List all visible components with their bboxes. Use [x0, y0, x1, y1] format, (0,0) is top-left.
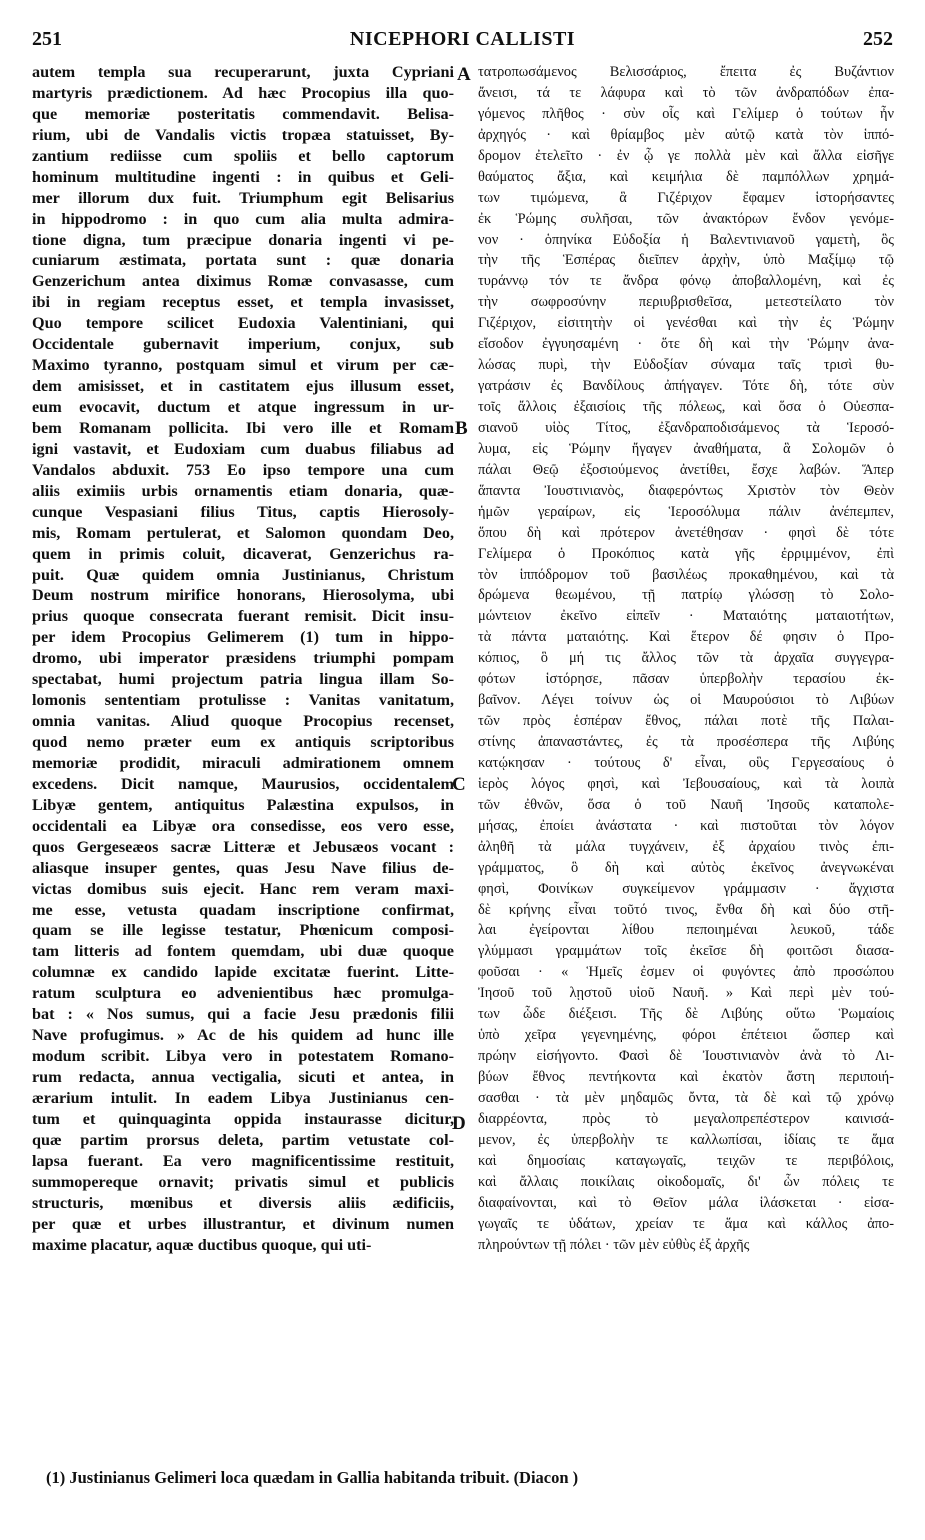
- greek-text-line: μενον, ἐς ὑπερβολὴν τε καλλωπίσαι, ἰδίαις τε ἅμα: [478, 1131, 894, 1148]
- latin-text-line: spectabat, humi projectum patria lingua illam So-: [32, 670, 454, 689]
- latin-text-line: Occidentale gubernavit imperium, conjux, sub: [32, 335, 454, 354]
- latin-text-line: quæ partim prorsus deleta, partim vetustate col-: [32, 1130, 454, 1149]
- greek-text-line: κόπιος, ὃ μή τις ἄλλος τῶν τὰ ἀρχαῖα συγγεγρα-: [478, 650, 894, 667]
- latin-text-line: Vandalos abduxit. 753 Eo ipso tempore una cum: [32, 460, 454, 479]
- greek-text-line: τατροπωσάμενος Βελισσάριος, ἔπειτα ἐς Βυζάντιον: [478, 64, 894, 80]
- latin-text-line: ibi in regiam receptus esset, et templa invasisset,: [32, 293, 454, 312]
- greek-text-line: βύων ἔθνος πεντήκοντα καὶ ἑκατὸν ἄστη περιποιή-: [478, 1069, 894, 1085]
- greek-text-line: νον · ὁπηνίκα Εὐδοξία ἡ Βαλεντινιανοῦ γαμετὴ, ὃς: [478, 231, 894, 248]
- latin-text-line: me esse, vetusta quadam inscriptione confirmat,: [32, 900, 454, 919]
- latin-text-line: aliasque insuper gentes, quas Jesu Nave filius de-: [32, 858, 454, 877]
- greek-text-line: δὲ κρήνης εἶναι τοῦτό τινος, ἔνθα δὴ καὶ δύο στῆ-: [478, 901, 894, 918]
- greek-text-line: ὑπὸ χεῖρα γεγενημένης, φόροι ἐπέτειοι ὥσπερ καὶ: [478, 1027, 894, 1044]
- greek-text-line: ὅπου δὴ καὶ πρότερον ἀνετέθησαν · φησὶ δὲ τότε: [478, 524, 894, 541]
- latin-text-line: cuniarum æstimata, portata sunt : quæ donaria: [32, 251, 454, 270]
- latin-text-line: quem in primis coluit, dicaverat, Genzerichus ra-: [32, 544, 454, 563]
- latin-text-line: lomonis sententiam protulisse : Vanitas vanitatum,: [32, 691, 454, 710]
- latin-text-line: occidentali ea Libyæ ora consedisse, eos vero esse,: [32, 816, 454, 835]
- greek-text-line: τῶν ἐθνῶν, ὅσα ὁ τοῦ Ναυῆ Ἰησοῦς καταπολε-: [478, 796, 894, 813]
- greek-text-line: λώσας πυρὶ, τὴν Εὐδοξίαν σύναμα ταῖς τρισὶ θυ-: [478, 357, 894, 374]
- latin-text-line: per quæ et urbes illustrantur, et divinum numen: [32, 1214, 454, 1233]
- greek-text-line: φοῦσαι · « Ἡμεῖς ἐσμεν οἱ φυγόντες ἀπὸ προσώπου: [478, 964, 894, 981]
- greek-text-line: κατῴκησαν · τούτους δ' εἶναι, οὓς Γεργεσαίους ὁ: [478, 754, 894, 771]
- latin-text-line: in hippodromo : in quo cum alia multa admira-: [32, 209, 454, 228]
- greek-text-line: τοῖς ἄλλοις ἐξαισίοις τῆς πόλεως, καὶ ὅσα ὁ Οὐεσπα-: [478, 399, 894, 415]
- greek-text-line: διαρρέοντα, πρὸς τὸ μεγαλοπρεπέστερον καινισά-: [478, 1110, 894, 1127]
- greek-text-line: βαῖνον. Λέγει τοίνυν ὡς οἱ Μαυρούσιοι τὸ Λιβύων: [478, 692, 894, 709]
- latin-text-line: eum evocavit, ductum et atque ingressum in ur-: [32, 398, 454, 416]
- latin-text-line: ærarium intulit. In eadem Libya Justinianus cen-: [32, 1088, 454, 1107]
- latin-text-line: quos Gergeseæos sacræ Litteræ et Jebusæos vocant :: [32, 837, 454, 856]
- greek-text-line: γλύμμασι γραμμάτων τοῖς ἐκεῖσε δὴ φοιτῶσι διασα-: [478, 943, 894, 960]
- latin-text-line: memoriæ prodidit, miraculi admirationem omnem: [32, 753, 454, 772]
- greek-text-line: γράμματος, ὃ δὴ καὶ αὐτὸς ἐκεῖνος ἀνεγνωκέναι: [478, 859, 894, 876]
- latin-text-line: Libyæ gentem, antiquitus Palæstina expulsos, in: [32, 795, 454, 814]
- latin-text-line: mis, Romam pertulerat, et Salomon quondam Deo,: [32, 523, 454, 542]
- greek-text-line: μώντειον ἐκεῖνο εἰπεῖν · Ματαιότης ματαιοτήτων,: [478, 608, 894, 625]
- latin-text-line: lapsa fuerant. Ea vero magnificentissime restituit,: [32, 1151, 454, 1170]
- greek-text-line: λυμα, εἰς Ῥώμην ἤγαγεν ἀναθήματα, ἃ Σολομῶν ὁ: [478, 440, 894, 457]
- latin-text-line: Deum nostrum mirifice honorans, Hierosolyma, ubi: [32, 586, 454, 605]
- greek-text-line: εἴσοδον ἐγγυησαμένη · ὅτε δὴ καὶ τὴν Ῥώμην ἀνα-: [478, 336, 894, 353]
- latin-text-line: prius quoque consecrata fuerant remisit. Dicit insu-: [32, 607, 454, 626]
- latin-text-line: bat : « Nos sumus, qui a facie Jesu prædonis filii: [32, 1005, 454, 1024]
- greek-text-line: ἡμῶν γεραίρων, εἰς Ἱεροσόλυμα πάλιν ἀνέπεμπεν,: [478, 503, 894, 520]
- latin-text-line: mer illorum dux fuit. Triumphum egit Belisarius: [32, 188, 454, 207]
- latin-text-line: Genzerichum antea diximus Romæ convasasse, cum: [32, 272, 454, 291]
- latin-text-line: quam se ille legisse testatur, Phœnicum composi-: [32, 921, 454, 940]
- greek-text-line: των τιμώμενα, ἃ Γιζέριχον ἔφαμεν ἱστορήσαντες: [478, 189, 894, 206]
- greek-text-line: ἀρχηγός · καὶ θρίαμβος μὲν αὐτῷ κατὰ τὸν ἱππό-: [478, 126, 894, 143]
- greek-text-line: τῶν πρὸς ἑσπέραν ἔθνος, πάλαι ποτὲ τῆς Παλαι-: [478, 713, 894, 730]
- latin-text-line: tione digna, tum præcipue donaria ingenti vi pe-: [32, 230, 454, 249]
- greek-text-line: φότων ἱστόρησε, πᾶσαν ὑπερβολὴν τερασίου ἐκ-: [478, 671, 894, 688]
- greek-text-line: τὴν σωφροσύνην περιυβρισθεῖσα, μετεστείλατο τὸν: [478, 294, 894, 311]
- latin-text-line: igni vastavit, et Eudoxiam cum duabus filiabus ad: [32, 439, 454, 458]
- margin-letter-b: B: [455, 418, 468, 439]
- running-title: NICEPHORI CALLISTI: [349, 28, 576, 50]
- latin-text-line: Maximo tyranno, postquam simul et virum per cæ-: [32, 356, 454, 375]
- greek-text-line: τὰ πάντα ματαιότης. Καὶ ἕτερον δέ φησιν ὁ Προ-: [478, 629, 894, 646]
- latin-text-line: bem Romanam pollicita. Ibi vero ille et Romam: [32, 418, 454, 437]
- greek-text-line: Γελίμερα ὁ Προκόπιος κατὰ γῆς ἐρριμμένον, ἐπὶ: [478, 545, 894, 562]
- greek-text-line: καὶ ἄλλαις ποικίλαις οἰκοδομαῖς, δι' ὧν πόλεις τε: [478, 1173, 894, 1190]
- greek-text-line: Γιζέριχον, εἰσιτητὴν οἱ γενέσθαι καὶ τὴν ἐς Ῥώμην: [478, 315, 894, 332]
- greek-column: [478, 62, 894, 1255]
- greek-text-line: ἐκ Ῥώμης συλῆσαι, τῶν ἀνακτόρων ἔνδον γενόμε-: [478, 210, 894, 227]
- latin-text-line: cunque Vespasiani filius Titus, captis Hierosoly-: [32, 502, 454, 521]
- greek-text-line: δρομον ἐτελεῖτο · ἐν ᾧ γε πολλὰ μὲν καὶ ἄλλα εἰσῆγε: [478, 147, 894, 164]
- greek-text-line: ἅπαντα Ἰουστινιανὸς, διαφερόντως Χριστὸν τὸν Θεὸν: [478, 482, 894, 499]
- footnote: (1) Justinianus Gelimeri loca quædam in Gallia habitanda tribuit. (Diacon ): [46, 1468, 579, 1487]
- greek-text-line: τὸν ἱππόδρομον τοῦ βασιλέως προκαθημένου, καὶ τὰ: [478, 566, 894, 583]
- greek-text-line: καὶ δημοσίαις καταγωγαῖς, τειχῶν τε περιβόλοις,: [478, 1152, 894, 1169]
- greek-text-line: των ὧδε διέξεισι. Τῆς δὲ Λιβύης οὕτω Ῥωμαίοις: [478, 1006, 894, 1023]
- greek-text-line: μήσας, ἐποίει ἀνάστατα · καὶ πιστοῦται τὸν λόγον: [478, 817, 894, 834]
- latin-text-line: zantium rediisse cum spoliis et bello captorum: [32, 146, 454, 165]
- latin-text-line: maxime placatur, aquæ ductibus quoque, qui uti-: [32, 1235, 372, 1254]
- margin-letter-d: D: [452, 1113, 466, 1134]
- left-page-number: 251: [32, 28, 62, 50]
- latin-text-line: tum et quinquaginta oppida instaurasse dicitur,: [32, 1109, 454, 1128]
- greek-text-line: γόμενος πλῆθος · σὺν οἷς καὶ Γελίμερ ὁ τούτων ἦν: [478, 105, 894, 122]
- greek-text-line: διαφαίνονται, καὶ τὸ Θεῖον μάλα ἱλάσκεται · εἰσα-: [478, 1194, 894, 1211]
- latin-text-line: columnæ ex candido lapide excitatæ fuerint. Litte-: [32, 963, 454, 982]
- latin-text-line: rium, ubi de Vandalis victis tropæa statuisset, By-: [32, 125, 454, 144]
- greek-text-line: ἄνεισι, τά τε λάφυρα καὶ τὸ τῶν ἀνδραπόδων ἐπα-: [478, 84, 894, 101]
- greek-text-line: φησὶ, Φοινίκων συγκείμενον γράμμασιν · ἄγχιστα: [478, 880, 894, 897]
- latin-text-line: dem amisisset, et in castitatem ejus illusum esset,: [32, 377, 454, 396]
- latin-text-line: ratum sculptura eo advenientibus hæc promulga-: [32, 984, 454, 1003]
- latin-text-line: quod nemo præter eum ex antiquis scriptoribus: [32, 733, 454, 751]
- latin-text-line: puit. Quæ quidem omnia Justinianus, Christum: [32, 565, 454, 584]
- greek-text-line: θαύματος ἄξια, καὶ κειμήλια δὲ παμπόλλων χρημά-: [478, 168, 894, 185]
- margin-letter-c: C: [452, 774, 466, 795]
- greek-text-line: γατράσιν ἐς Βανδίλους ἀπήγαγεν. Τότε δὴ, τότε σὺν: [478, 378, 894, 395]
- greek-text-line: δρώμενα θεωμένου, τῇ πατρίῳ γλώσσῃ τὸ Σολο-: [478, 587, 894, 604]
- greek-text-line: πάλαι Θεῷ ἐξοσιούμενος ἀνετίθει, ἔσχε λαβών. Ἅπερ: [478, 461, 894, 478]
- greek-text-line: τὴν τῆς Ἑσπέρας διεῖπεν ἀρχὴν, ὑπὸ Μαξίμῳ τῷ: [478, 252, 894, 269]
- latin-text-line: tam litteris ad fontem quemdam, ubi duæ quoque: [32, 942, 454, 961]
- latin-text-line: rum redacta, annua vectigalia, sicuti et antea, in: [32, 1068, 454, 1086]
- greek-text-line: ἀληθῆ τὰ μάλα τυγχάνειν, ἐξ ἀρχαίου τινὸς ἐπι-: [478, 838, 894, 855]
- latin-text-line: summopereque ornavit; privatis simul et publicis: [32, 1172, 454, 1191]
- greek-text-line: Ἰησοῦ τοῦ λῃστοῦ υἱοῦ Ναυῆ. » Καὶ περὶ μὲν τού-: [478, 985, 894, 1002]
- latin-text-line: aliis eximiis urbis ornamentis etiam donaria, quæ-: [32, 481, 454, 500]
- greek-text-line: τυράννῳ τόν τε ἄνδρα φόνῳ ἀποβαλλομένη, καὶ ἐς: [478, 273, 894, 290]
- page-header: [32, 28, 893, 56]
- greek-text-line: σιανοῦ υἱὸς Τίτος, ἐξανδραποδισάμενος τὰ Ἱεροσό-: [478, 419, 894, 436]
- greek-text-line: στίνης ἀπαναστάντες, ἐς τὰ προσέσπερα τῆς Λιβύης: [478, 734, 894, 750]
- latin-text-line: excedens. Dicit namque, Maurusios, occidentalem: [32, 774, 454, 793]
- latin-text-line: victas domibus suis ejecit. Hanc rem veram maxi-: [32, 879, 454, 898]
- greek-text-line: πρώην εἰσήγοντο. Φασὶ δὲ Ἰουστινιανὸν ἀνὰ τὸ Λι-: [478, 1048, 894, 1065]
- latin-text-line: structuris, mœnibus et diversis aliis ædificiis,: [32, 1193, 454, 1212]
- latin-text-line: autem templa sua recuperarunt, juxta Cypriani: [32, 63, 454, 81]
- latin-text-line: que memoriæ posteritatis commendavit. Belisa-: [32, 104, 454, 123]
- latin-column: [32, 62, 454, 1255]
- greek-text-line: σασθαι · τὰ μὲν μηδαμῶς ὄντα, τὰ δὲ καὶ τῷ χρόνῳ: [478, 1089, 894, 1106]
- latin-text-line: dromo, ubi imperator præsidens triumphi pompam: [32, 649, 454, 668]
- greek-text-line: γωγαῖς τε ὑδάτων, χρείαν τε ἅμα καὶ κάλλος ἀπο-: [478, 1215, 894, 1232]
- greek-text-line: ἱερὸς λόγος φησὶ, καὶ Ἰεβουσαίους, καὶ τὰ λοιπὰ: [478, 775, 894, 792]
- latin-text-line: omnia vanitas. Aliud quoque Procopius recenset,: [32, 712, 454, 731]
- latin-text-line: modum scribit. Libya vero in potestatem Romano-: [32, 1047, 454, 1066]
- greek-text-line: λαι ἐγείρονται λίθου πεποιημέναι λευκοῦ, τάδε: [478, 922, 894, 939]
- latin-text-line: hominum multitudine ingenti : in quibus et Geli-: [32, 167, 454, 186]
- latin-text-line: martyris prædictionem. Ad hæc Procopius illa quo-: [32, 83, 454, 102]
- latin-text-line: Quo tempore scilicet Eudoxia Valentiniani, qui: [32, 314, 454, 333]
- latin-text-line: Nave profugimus. » Ac de his quidem ad hunc ille: [32, 1026, 454, 1045]
- greek-text-line: πληρούντων τῇ πόλει · τῶν μὲν εὐθὺς ἐξ ἀρχῆς: [478, 1236, 750, 1253]
- right-page-number: 252: [863, 28, 893, 50]
- margin-letter-a: A: [457, 64, 471, 85]
- latin-text-line: per idem Procopius Gelimerem (1) tum in hippo-: [32, 628, 454, 647]
